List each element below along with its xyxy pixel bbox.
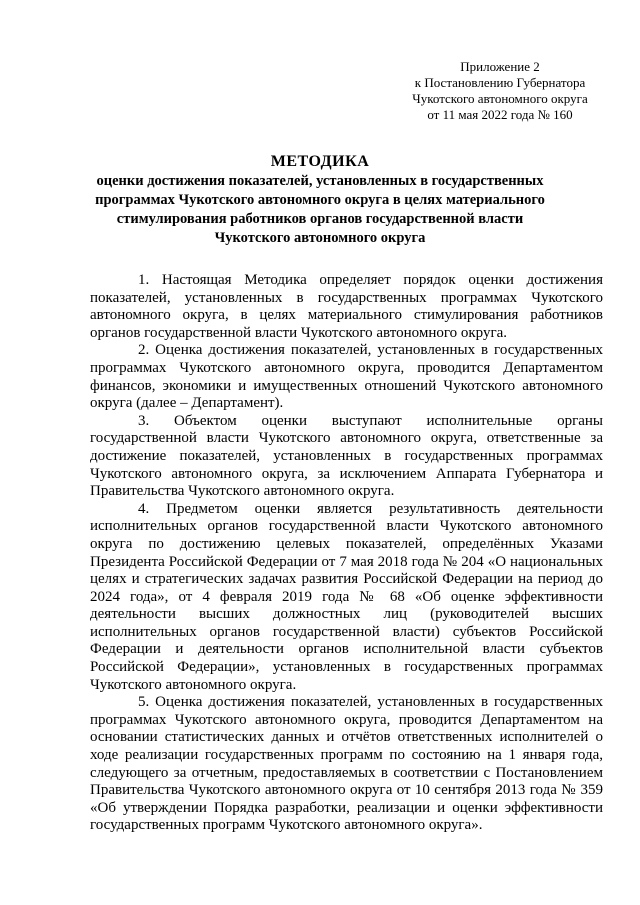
title-subtitle-line: программах Чукотского автономного округа в целях материального [95, 192, 545, 208]
paragraph-2: 2. Оценка достижения показателей, установленных в государственных программах Чукотского автономного округа, проводится Департаментом финансов, экономики и имущественных отношений Чукотского автономного округа (далее – Департамент). [90, 342, 603, 412]
paragraph-1: 1. Настоящая Методика определяет порядок оценки достижения показателей, установленных в государственных программах Чукотского автономного округа, в целях материального стимулирования работников органов государственной власти Чукотского автономного округа. [90, 272, 603, 341]
appendix-header [380, 59, 620, 123]
paragraph-5: 5. Оценка достижения показателей, установленных в государственных программах Чукотского автономного округа, проводится Департаментом на основании статистических данных и отчётов ответственных исполнителей о ходе реализации государственных программ по состоянию на 1 января года, следующего за отчетным, предоставляемых в соответствии с Постановлением Правительства Чукотского автономного округа от 10 сентября 2013 года № 359 «Об утверждении Порядка разработки, реализации и оценки эффективности государственных программ Чукотского автономного округа». [90, 694, 603, 834]
title-subtitle-line: Чукотского автономного округа [214, 230, 426, 246]
paragraph-3: 3. Объектом оценки выступают исполнительные органы государственной власти Чукотского автономного округа, ответственные за достижение показателей, установленных в государственных программах Чукотского автономного округа, за исключением Аппарата Губернатора и Правительства Чукотского автономного округа. [90, 412, 603, 500]
document-title [70, 152, 570, 248]
appendix-line: к Постановлению Губернатора [414, 75, 586, 90]
appendix-line: от 11 мая 2022 года № 160 [427, 107, 573, 122]
title-subtitle-line: стимулирования работников органов государственной власти [116, 211, 524, 227]
title-subtitle-line: оценки достижения показателей, установленных в государственных [96, 173, 544, 189]
appendix-line: Приложение 2 [460, 59, 540, 74]
paragraph-4: 4. Предметом оценки является результативность деятельности исполнительных органов государственной власти Чукотского автономного округа по достижению целевых показателей, определённых Указами Президента Российской Федерации от 7 мая 2018 года № 204 «О национальных целях и стратегических задачах развития Российской Федерации на период до 2024 года», от 4 февраля 2019 года № 68 «Об оценке эффективности деятельности высших должностных лиц (руководителей высших исполнительных органов государственной власти) субъектов Российской Федерации и деятельности органов исполнительной власти субъектов Российской Федерации», установленных в государственных программах Чукотского автономного округа. [90, 500, 603, 693]
appendix-line: Чукотского автономного округа [412, 91, 588, 106]
document-body [90, 272, 603, 835]
title-main: МЕТОДИКА [270, 153, 370, 170]
